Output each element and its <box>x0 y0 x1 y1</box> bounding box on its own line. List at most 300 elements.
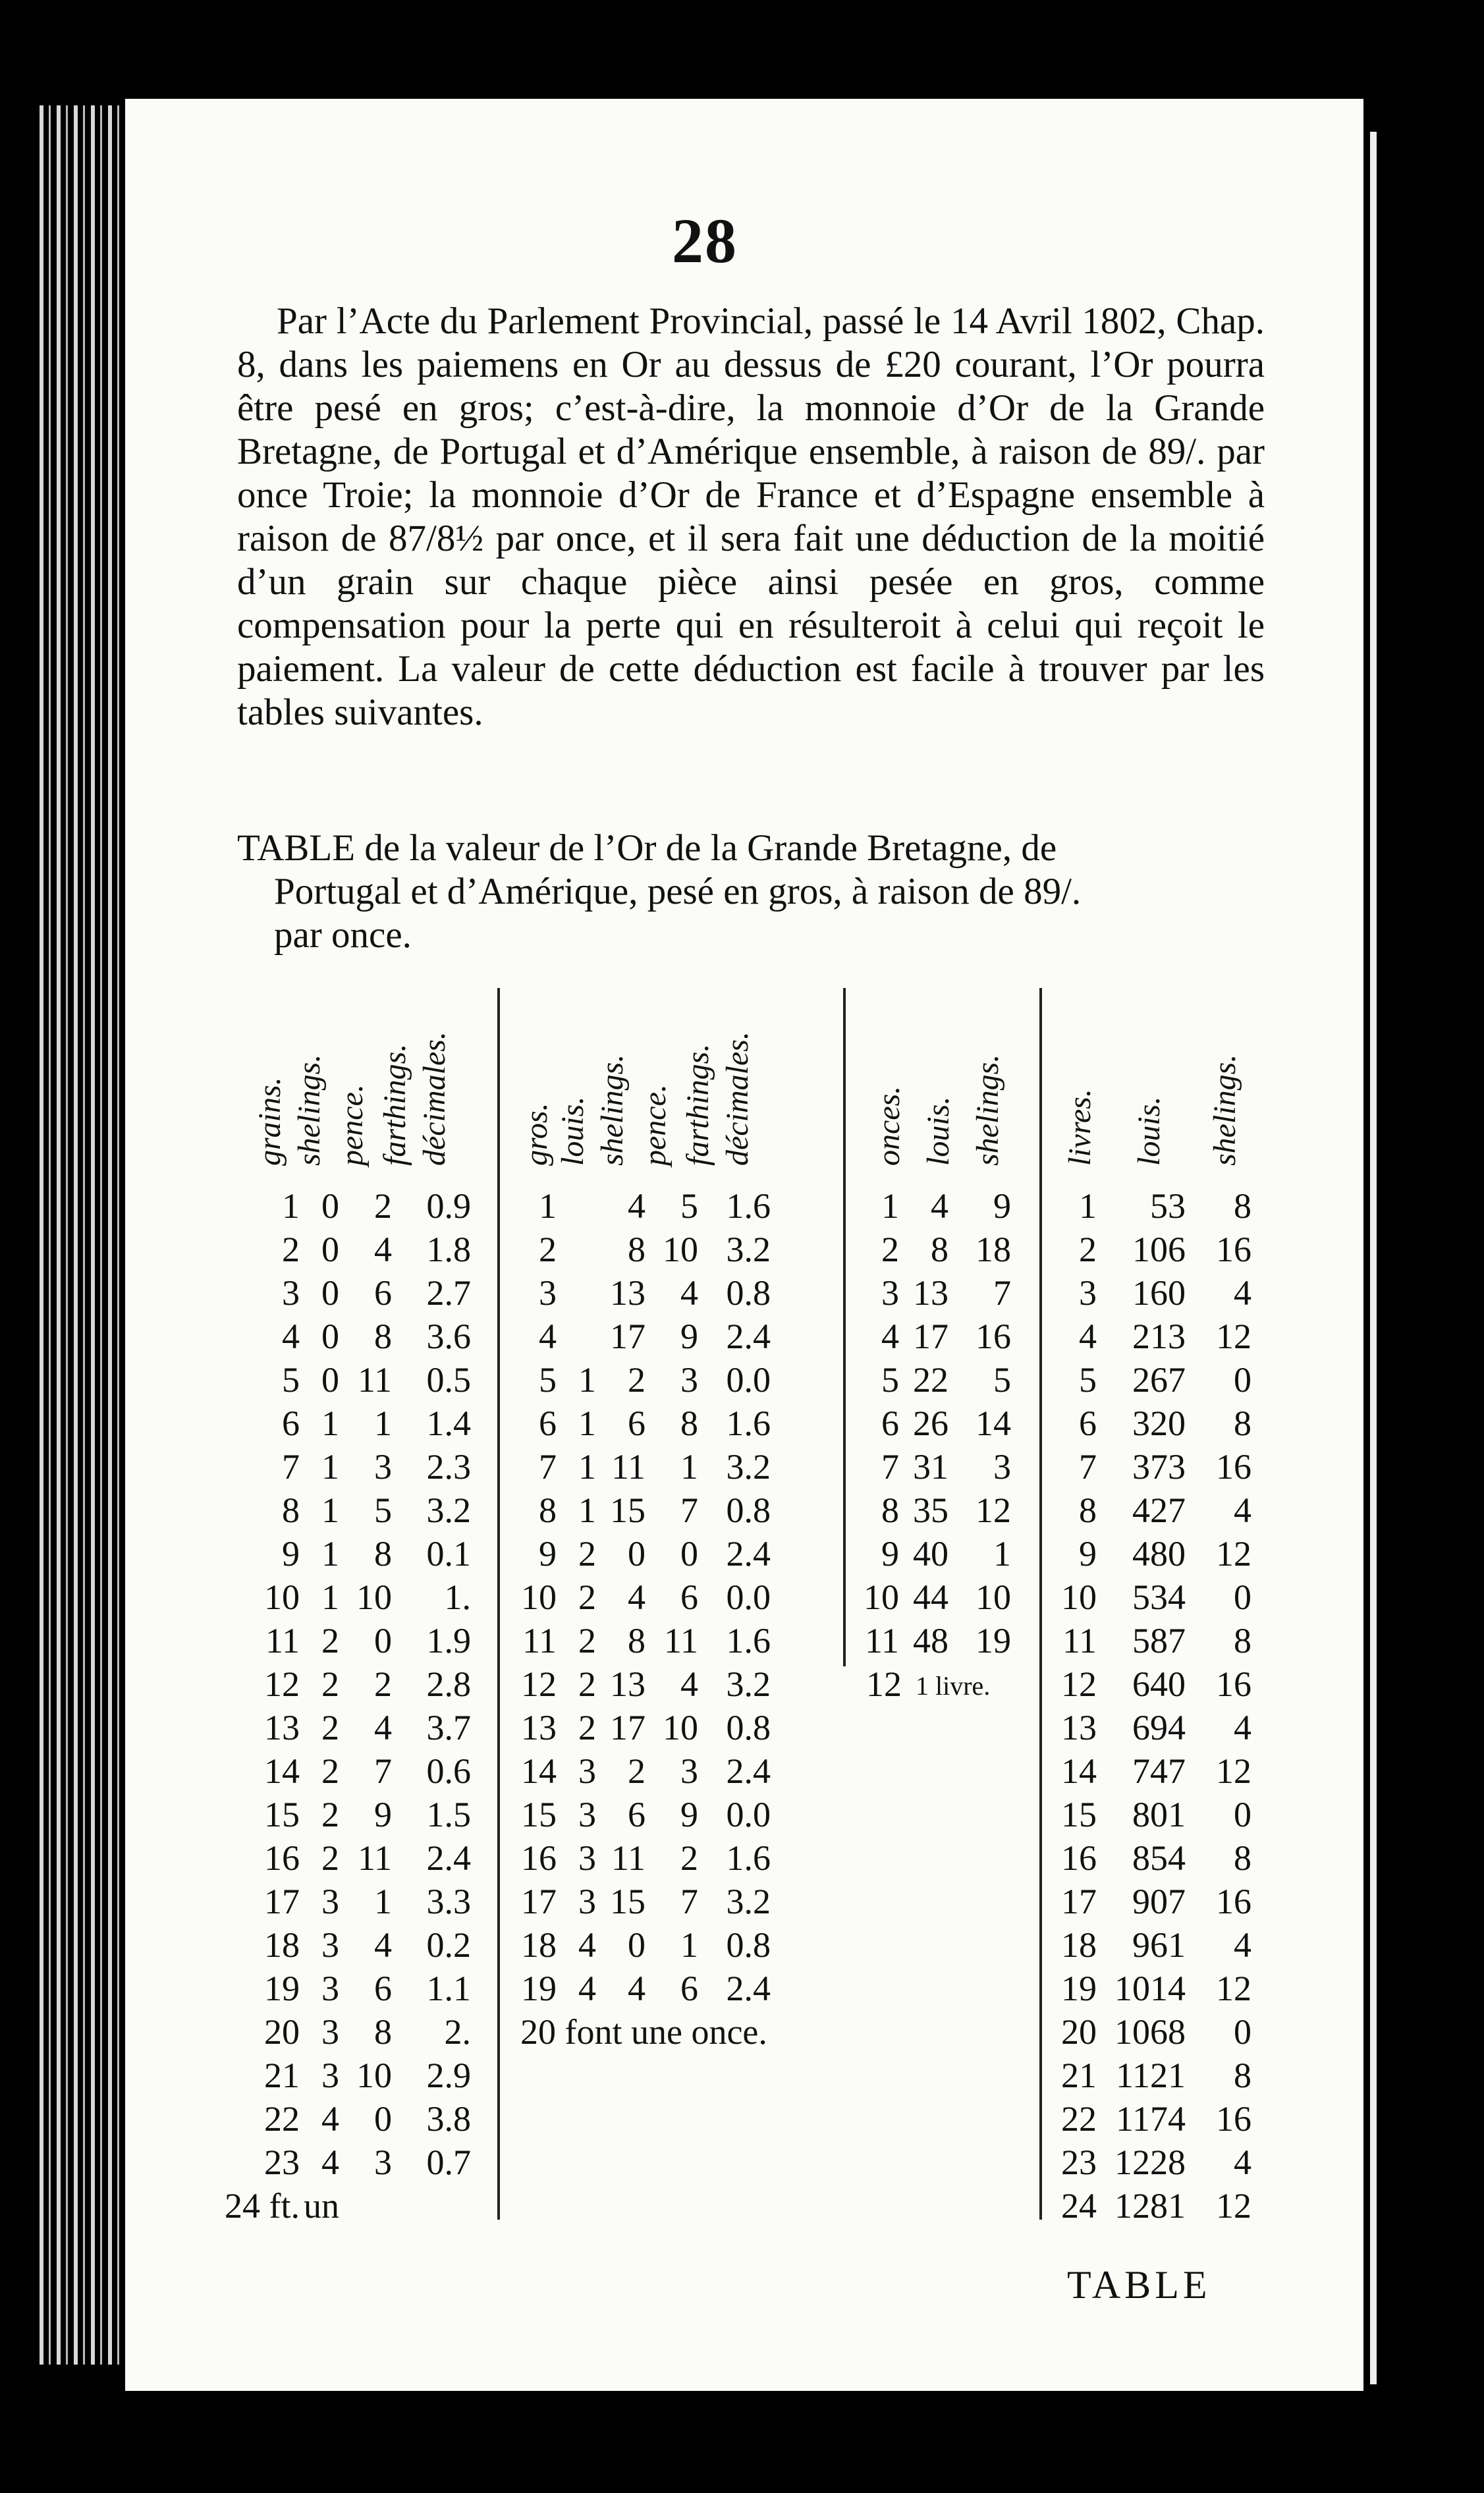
grains-cell: 1 <box>282 1186 300 1226</box>
grains-header: farthings. <box>377 1043 412 1166</box>
gros-cell: 1.6 <box>726 1838 771 1878</box>
grains-cell: 11 <box>358 1360 392 1400</box>
onces-row <box>863 1359 1021 1403</box>
grains-cell: 8 <box>374 2012 392 2052</box>
grains-cell: 19 <box>264 1969 300 2008</box>
livres-cell: 1174 <box>1116 2099 1186 2139</box>
livres-cell: 2 <box>1079 1230 1097 1269</box>
grains-cell: 0 <box>321 1186 339 1226</box>
gros-cell: 0.8 <box>726 1491 771 1530</box>
onces-footer <box>863 1664 1021 1707</box>
gros-cell: 2.4 <box>726 1317 771 1356</box>
grains-cell: 4 <box>321 2099 339 2139</box>
livres-cell: 23 <box>1061 2143 1097 2182</box>
gros-cell: 13 <box>521 1708 557 1747</box>
onces-row <box>863 1446 1021 1490</box>
gros-cell: 10 <box>663 1708 698 1747</box>
gros-cell: 3.2 <box>726 1664 771 1704</box>
grains-cell: 3 <box>374 1447 392 1487</box>
gros-cell: 1 <box>578 1404 596 1443</box>
gros-cell: 6 <box>539 1404 557 1443</box>
onces-cell: 8 <box>931 1230 948 1269</box>
gros-cell: 7 <box>680 1491 698 1530</box>
grains-cell: 4 <box>374 1708 392 1747</box>
gros-cell: 1.6 <box>726 1186 771 1226</box>
livres-cell: 0 <box>1234 2012 1251 2052</box>
gros-header: farthings. <box>680 1043 715 1166</box>
gros-cell: 12 <box>521 1664 557 1704</box>
grains-cell: 2. <box>444 2012 471 2052</box>
gros-cell: 6 <box>680 1577 698 1617</box>
onces-row <box>863 1273 1021 1316</box>
livres-cell: 694 <box>1132 1708 1186 1747</box>
onces-header: louis. <box>921 1096 956 1166</box>
grains-cell: 15 <box>264 1795 300 1834</box>
gros-cell: 17 <box>521 1882 557 1921</box>
livres-row <box>1060 2098 1258 2142</box>
page-edge <box>1370 132 1436 2384</box>
livres-table <box>1060 981 1258 2233</box>
livres-cell: 17 <box>1061 1882 1097 1921</box>
grains-cell: 1 <box>321 1534 339 1574</box>
grains-cell: 9 <box>374 1795 392 1834</box>
grains-cell: 3 <box>321 1969 339 2008</box>
gros-cell: 4 <box>578 1969 596 2008</box>
gros-row <box>520 1968 797 2012</box>
gros-cell: 4 <box>680 1273 698 1313</box>
grains-row <box>254 2142 478 2185</box>
onces-cell: 22 <box>913 1360 948 1400</box>
gros-cell: 1 <box>578 1447 596 1487</box>
livres-header: livres. <box>1062 1089 1097 1166</box>
grains-cell: 2 <box>282 1230 300 1269</box>
gros-row <box>520 1925 797 1968</box>
onces-cell: 18 <box>976 1230 1011 1269</box>
livres-row <box>1060 1707 1258 1751</box>
gros-cell: 3.2 <box>726 1447 771 1487</box>
grains-cell: 6 <box>374 1969 392 2008</box>
gros-row <box>520 1838 797 1881</box>
gros-cell: 4 <box>578 1925 596 1965</box>
gros-row <box>520 1316 797 1359</box>
column-divider <box>497 988 500 2220</box>
grains-cell: 8 <box>374 1317 392 1356</box>
grains-cell: 0 <box>321 1273 339 1313</box>
gros-cell: 8 <box>539 1491 557 1530</box>
gros-header: décimales. <box>720 1031 755 1166</box>
livres-cell: 8 <box>1234 1186 1251 1226</box>
grains-cell: 3 <box>282 1273 300 1313</box>
grains-cell: 1 <box>321 1577 339 1617</box>
intro-paragraph: Par l’Acte du Parlement Provincial, passé le 14 Avril 1802, Chap. 8, dans les paiemens en Or au dessus de £20 courant, l’Or pourra être pesé en gros; c’est-à-dire, la monnoie d’Or de la Grande Bretagne, de Portugal et d’Amérique ensemble, à raison de 89/. par once Troie; la monnoie d’Or de France et d’Espagne ensemble à raison de 87/8½ par once, et il sera fait une déduction de la moitié d’un grain sur chaque pièce ainsi pesée en gros, comme compensation pour la perte qui en résulteroit à celui qui reçoit le paiement. La valeur de cette déduction est facile à trouver par les tables suivantes. <box>237 300 1265 733</box>
grains-cell: 0.9 <box>426 1186 471 1226</box>
grains-cell: 0.2 <box>426 1925 471 1965</box>
onces-cell: 7 <box>993 1273 1011 1313</box>
gros-cell: 14 <box>521 1751 557 1791</box>
livres-cell: 16 <box>1061 1838 1097 1878</box>
grains-cell: 4 <box>321 2143 339 2182</box>
grains-cell: 2.7 <box>426 1273 471 1313</box>
gros-cell: 15 <box>610 1491 646 1530</box>
grains-cell: 2 <box>374 1664 392 1704</box>
grains-cell: 2.3 <box>426 1447 471 1487</box>
onces-cell: 1 <box>993 1534 1011 1574</box>
gros-cell: 4 <box>628 1577 646 1617</box>
grains-cell: 0.7 <box>426 2143 471 2182</box>
grains-row <box>254 1620 478 1664</box>
grains-cell: 3.3 <box>426 1882 471 1921</box>
gros-footer: 20 font une once. <box>520 2012 767 2052</box>
onces-header: onces. <box>871 1085 906 1166</box>
grains-cell: 4 <box>374 1230 392 1269</box>
onces-cell: 10 <box>864 1577 899 1617</box>
livres-cell: 12 <box>1216 1969 1251 2008</box>
gros-cell: 4 <box>680 1664 698 1704</box>
livres-cell: 8 <box>1234 1404 1251 1443</box>
livres-row <box>1060 1446 1258 1490</box>
grains-cell: 12 <box>264 1664 300 1704</box>
livres-cell: 4 <box>1234 2143 1251 2182</box>
gros-cell: 2 <box>680 1838 698 1878</box>
grains-cell: 17 <box>264 1882 300 1921</box>
grains-row <box>254 2098 478 2142</box>
grains-header: décimales. <box>417 1031 452 1166</box>
grains-cell: 9 <box>282 1534 300 1574</box>
livres-cell: 21 <box>1061 2056 1097 2095</box>
page-number: 28 <box>672 205 738 276</box>
grains-row <box>254 1273 478 1316</box>
grains-row <box>254 1403 478 1446</box>
grains-cell: 21 <box>264 2056 300 2095</box>
grains-row <box>254 1229 478 1273</box>
onces-footer-text: 1 livre. <box>916 1671 991 1701</box>
livres-row <box>1060 1881 1258 1925</box>
onces-row <box>863 1186 1021 1229</box>
onces-row <box>863 1533 1021 1577</box>
livres-cell: 9 <box>1079 1534 1097 1574</box>
livres-cell: 53 <box>1150 1186 1186 1226</box>
gros-row <box>520 1186 797 1229</box>
grains-header: shelings. <box>292 1054 327 1166</box>
onces-cell: 7 <box>881 1447 899 1487</box>
gros-cell: 9 <box>680 1317 698 1356</box>
gros-cell: 13 <box>610 1273 646 1313</box>
livres-row <box>1060 1968 1258 2012</box>
gros-cell: 2.4 <box>726 1534 771 1574</box>
grains-cell: 8 <box>374 1534 392 1574</box>
gros-cell: 2 <box>539 1230 557 1269</box>
gros-row <box>520 1794 797 1838</box>
gros-cell: 0.8 <box>726 1925 771 1965</box>
onces-cell: 2 <box>881 1230 899 1269</box>
column-divider <box>1039 988 1042 2220</box>
grains-cell: 6 <box>374 1273 392 1313</box>
grains-cell: 11 <box>358 1838 392 1878</box>
livres-cell: 16 <box>1216 1447 1251 1487</box>
gros-row <box>520 1751 797 1794</box>
gros-cell: 2 <box>628 1360 646 1400</box>
livres-cell: 8 <box>1234 2056 1251 2095</box>
gros-row <box>520 1620 797 1664</box>
grains-row <box>254 1925 478 1968</box>
gros-cell: 1 <box>578 1360 596 1400</box>
grains-cell: 5 <box>374 1491 392 1530</box>
onces-cell: 31 <box>913 1447 948 1487</box>
grains-cell: 1. <box>444 1577 471 1617</box>
livres-row <box>1060 1533 1258 1577</box>
livres-cell: 1281 <box>1114 2186 1186 2226</box>
grains-cell: 3.7 <box>426 1708 471 1747</box>
onces-row <box>863 1577 1021 1620</box>
onces-cell: 4 <box>881 1317 899 1356</box>
grains-row <box>254 2055 478 2098</box>
livres-header: louis. <box>1132 1096 1167 1166</box>
grains-cell: 0 <box>321 1317 339 1356</box>
grains-cell: 13 <box>264 1708 300 1747</box>
grains-row <box>254 1186 478 1229</box>
grains-cell: 2 <box>321 1664 339 1704</box>
onces-cell: 13 <box>913 1273 948 1313</box>
gros-cell: 2 <box>578 1708 596 1747</box>
gros-row <box>520 1273 797 1316</box>
onces-cell: 14 <box>976 1404 1011 1443</box>
column-divider <box>843 988 846 1666</box>
livres-cell: 480 <box>1132 1534 1186 1574</box>
gros-cell: 11 <box>611 1838 646 1878</box>
livres-row <box>1060 1273 1258 1316</box>
grains-cell: 7 <box>374 1751 392 1791</box>
livres-row <box>1060 1316 1258 1359</box>
livres-cell: 373 <box>1132 1447 1186 1487</box>
gros-cell: 0.8 <box>726 1273 771 1313</box>
onces-cell: 40 <box>913 1534 948 1574</box>
livres-cell: 24 <box>1061 2186 1097 2226</box>
livres-cell: 5 <box>1079 1360 1097 1400</box>
grains-cell: 22 <box>264 2099 300 2139</box>
livres-cell: 747 <box>1132 1751 1186 1791</box>
gros-cell: 5 <box>539 1360 557 1400</box>
gros-cell: 0.0 <box>726 1360 771 1400</box>
onces-row <box>863 1403 1021 1446</box>
gros-cell: 17 <box>610 1317 646 1356</box>
livres-cell: 6 <box>1079 1404 1097 1443</box>
grains-cell: 3.2 <box>426 1491 471 1530</box>
gros-cell: 4 <box>628 1969 646 2008</box>
gros-cell: 0 <box>680 1534 698 1574</box>
livres-cell: 961 <box>1132 1925 1186 1965</box>
onces-cell: 1 <box>881 1186 899 1226</box>
grains-row <box>254 2012 478 2055</box>
gros-cell: 13 <box>610 1664 646 1704</box>
livres-cell: 3 <box>1079 1273 1097 1313</box>
livres-cell: 22 <box>1061 2099 1097 2139</box>
livres-header: shelings. <box>1207 1054 1242 1166</box>
gros-cell: 3.2 <box>726 1882 771 1921</box>
grains-cell: 1 <box>374 1404 392 1443</box>
gros-cell: 11 <box>664 1621 698 1660</box>
gros-cell: 17 <box>610 1708 646 1747</box>
gros-header: louis. <box>555 1096 590 1166</box>
gros-cell: 8 <box>628 1230 646 1269</box>
onces-row <box>863 1229 1021 1273</box>
gros-cell: 2 <box>578 1664 596 1704</box>
grains-cell: 8 <box>282 1491 300 1530</box>
onces-row <box>863 1620 1021 1664</box>
gros-cell: 2 <box>578 1577 596 1617</box>
livres-cell: 4 <box>1234 1708 1251 1747</box>
gros-cell: 0.8 <box>726 1708 771 1747</box>
gros-cell: 6 <box>628 1404 646 1443</box>
livres-cell: 20 <box>1061 2012 1097 2052</box>
livres-cell: 10 <box>1061 1577 1097 1617</box>
gros-cell: 10 <box>663 1230 698 1269</box>
livres-cell: 0 <box>1234 1360 1251 1400</box>
livres-cell: 427 <box>1132 1491 1186 1530</box>
gros-cell: 18 <box>521 1925 557 1965</box>
grains-cell: 16 <box>264 1838 300 1878</box>
grains-cell: 1.1 <box>426 1969 471 2008</box>
gros-cell: 0 <box>628 1925 646 1965</box>
grains-row <box>254 1316 478 1359</box>
grains-cell: 6 <box>282 1404 300 1443</box>
gros-cell: 3 <box>680 1751 698 1791</box>
grains-cell: 4 <box>374 1925 392 1965</box>
livres-cell: 213 <box>1132 1317 1186 1356</box>
gros-cell: 10 <box>521 1577 557 1617</box>
livres-cell: 16 <box>1216 1230 1251 1269</box>
livres-cell: 801 <box>1132 1795 1186 1834</box>
grains-cell: 1 <box>321 1404 339 1443</box>
grains-cell: 4 <box>282 1317 300 1356</box>
grains-cell: 2 <box>321 1795 339 1834</box>
gros-cell: 1 <box>578 1491 596 1530</box>
livres-cell: 8 <box>1079 1491 1097 1530</box>
gros-cell: 4 <box>628 1186 646 1226</box>
livres-cell: 16 <box>1216 1664 1251 1704</box>
gros-cell: 9 <box>539 1534 557 1574</box>
grains-cell: 1 <box>321 1491 339 1530</box>
grains-cell: 2.4 <box>426 1838 471 1878</box>
onces-cell: 26 <box>913 1404 948 1443</box>
onces-cell: 48 <box>913 1621 948 1660</box>
grains-row <box>254 1751 478 1794</box>
gros-cell: 3 <box>680 1360 698 1400</box>
grains-cell: 2 <box>321 1708 339 1747</box>
livres-cell: 12 <box>1061 1664 1097 1704</box>
gros-cell: 7 <box>680 1882 698 1921</box>
gros-cell: 1.6 <box>726 1621 771 1660</box>
grains-cell: 10 <box>356 2056 392 2095</box>
livres-row <box>1060 2055 1258 2098</box>
grains-row <box>254 1577 478 1620</box>
grains-cell: 3.8 <box>426 2099 471 2139</box>
grains-cell: 7 <box>282 1447 300 1487</box>
onces-row <box>863 1316 1021 1359</box>
onces-cell: 5 <box>881 1360 899 1400</box>
grains-row <box>254 1490 478 1533</box>
grains-cell: 10 <box>264 1577 300 1617</box>
livres-cell: 11 <box>1062 1621 1097 1660</box>
livres-cell: 534 <box>1132 1577 1186 1617</box>
grains-cell: 0 <box>374 1621 392 1660</box>
livres-cell: 1228 <box>1114 2143 1186 2182</box>
grains-cell: 2 <box>374 1186 392 1226</box>
gros-cell: 3 <box>578 1751 596 1791</box>
livres-cell: 587 <box>1132 1621 1186 1660</box>
livres-cell: 0 <box>1234 1577 1251 1617</box>
grains-header: grains. <box>252 1077 287 1166</box>
gros-cell: 2 <box>578 1534 596 1574</box>
livres-cell: 14 <box>1061 1751 1097 1791</box>
livres-cell: 12 <box>1216 2186 1251 2226</box>
onces-cell: 44 <box>913 1577 948 1617</box>
gros-row <box>520 1664 797 1707</box>
grains-row <box>254 1446 478 1490</box>
grains-row <box>254 1881 478 1925</box>
gros-row <box>520 1577 797 1620</box>
livres-row <box>1060 1490 1258 1533</box>
gros-cell: 1 <box>539 1186 557 1226</box>
gros-cell: 1.6 <box>726 1404 771 1443</box>
grains-row <box>254 1533 478 1577</box>
grains-cell: 1.4 <box>426 1404 471 1443</box>
caption-line-3: par once. <box>274 914 412 956</box>
livres-row <box>1060 2185 1258 2229</box>
livres-cell: 15 <box>1061 1795 1097 1834</box>
livres-row <box>1060 1359 1258 1403</box>
livres-cell: 640 <box>1132 1664 1186 1704</box>
grains-cell: 2 <box>321 1838 339 1878</box>
gros-cell: 11 <box>522 1621 557 1660</box>
gros-header: shelings. <box>595 1054 630 1166</box>
onces-cell: 35 <box>913 1491 948 1530</box>
gros-cell: 2 <box>578 1621 596 1660</box>
livres-cell: 12 <box>1216 1534 1251 1574</box>
grains-cell: 0.6 <box>426 1751 471 1791</box>
onces-cell: 9 <box>993 1186 1011 1226</box>
grains-cell: 24 ft. <box>225 2186 300 2226</box>
grains-cell: 23 <box>264 2143 300 2182</box>
livres-row <box>1060 1577 1258 1620</box>
catchword: TABLE <box>1067 2263 1211 2307</box>
caption-line-1: TABLE de la valeur de l’Or de la Grande Bretagne, de <box>237 827 1057 869</box>
gros-cell: 4 <box>539 1317 557 1356</box>
gros-cell: 0.0 <box>726 1795 771 1834</box>
gros-cell: 6 <box>680 1969 698 2008</box>
grains-cell: 0.1 <box>426 1534 471 1574</box>
onces-cell: 16 <box>976 1317 1011 1356</box>
livres-cell: 12 <box>1216 1751 1251 1791</box>
gros-table <box>520 981 797 2233</box>
gros-cell: 0.0 <box>726 1577 771 1617</box>
grains-cell: 2.9 <box>426 2056 471 2095</box>
grains-cell: 3.6 <box>426 1317 471 1356</box>
grains-cell: 1.8 <box>426 1230 471 1269</box>
gros-cell: 3 <box>539 1273 557 1313</box>
grains-cell: 18 <box>264 1925 300 1965</box>
gros-cell: 9 <box>680 1795 698 1834</box>
gros-cell: 3.2 <box>726 1230 771 1269</box>
livres-row <box>1060 2142 1258 2185</box>
gros-row <box>520 1490 797 1533</box>
grains-cell: 1 <box>374 1882 392 1921</box>
livres-cell: 16 <box>1216 2099 1251 2139</box>
grains-cell: 10 <box>356 1577 392 1617</box>
grains-cell: 2 <box>321 1621 339 1660</box>
livres-cell: 12 <box>1216 1317 1251 1356</box>
gros-cell: 3 <box>578 1882 596 1921</box>
livres-cell: 907 <box>1132 1882 1186 1921</box>
